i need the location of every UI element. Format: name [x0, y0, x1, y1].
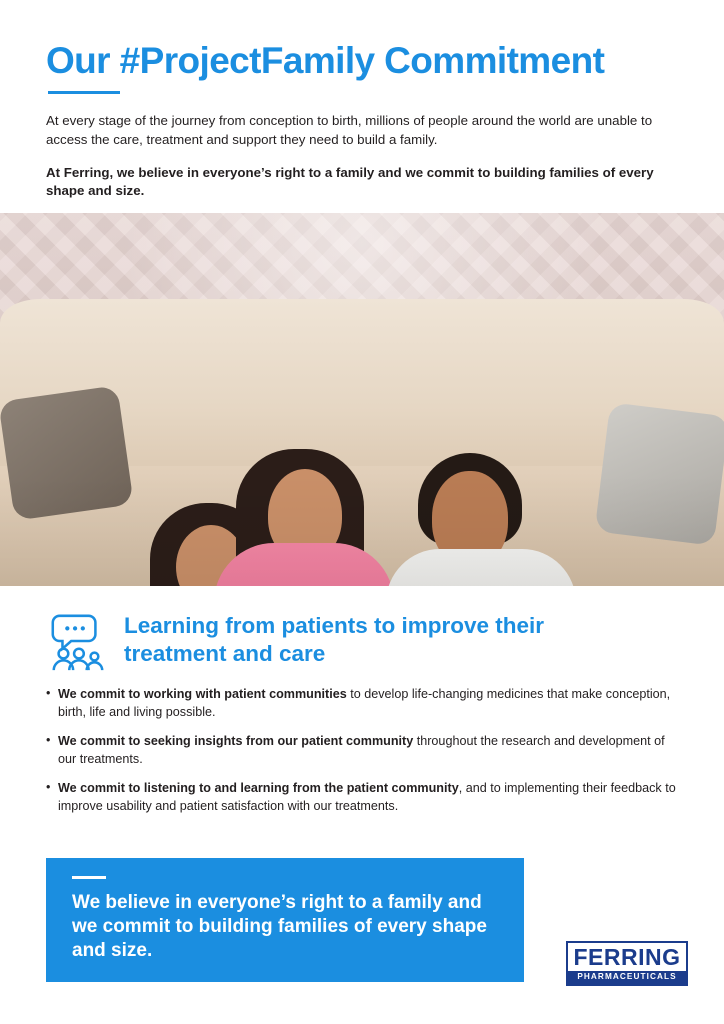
list-item — [46, 686, 678, 722]
logo-tagline: PHARMACEUTICALS — [568, 971, 686, 984]
commitment-bold: We commit to working with patient communities — [58, 687, 347, 702]
commitment-bold: We commit to listening to and learning from the patient community — [58, 780, 459, 795]
commitment-rest: throughout the research and development of our treatments. — [58, 734, 665, 766]
callout-box — [46, 858, 524, 982]
page-title: Our #ProjectFamily Commitment — [46, 40, 605, 81]
intro-bold-paragraph: At Ferring, we believe in everyone’s right to a family and we commit to building families of every shape and size. — [46, 164, 654, 199]
callout-rule — [72, 876, 106, 879]
commitment-rest: , and to implementing their feedback to improve usability and patient satisfaction with our treatments. — [58, 780, 676, 813]
commitments-list — [46, 686, 678, 815]
speech-bubble-people-icon — [46, 610, 108, 672]
logo-wordmark: FERRING — [573, 943, 681, 970]
family-photo — [0, 213, 724, 586]
commitment-bold: We commit to seeking insights from our patient community — [58, 734, 414, 749]
commitment-rest: to develop life-changing medicines that make conception, birth, life and living possible. — [58, 687, 671, 720]
intro-paragraph: At every stage of the journey from conception to birth, millions of people around the world are unable to access the care, treatment and support they need to build a family. — [46, 112, 653, 147]
section-header — [46, 608, 678, 672]
photo-shading-overlay — [0, 213, 724, 586]
commitments-section — [0, 586, 724, 815]
list-item — [46, 733, 678, 769]
header — [0, 0, 724, 201]
callout-text: We believe in everyone’s right to a family and we commit to building families of every shape and size. — [72, 892, 487, 961]
list-item — [46, 780, 678, 816]
title-underline-rule — [48, 91, 120, 94]
ferring-logo — [566, 941, 688, 986]
section-title: Learning from patients to improve their treatment and care — [124, 613, 545, 666]
